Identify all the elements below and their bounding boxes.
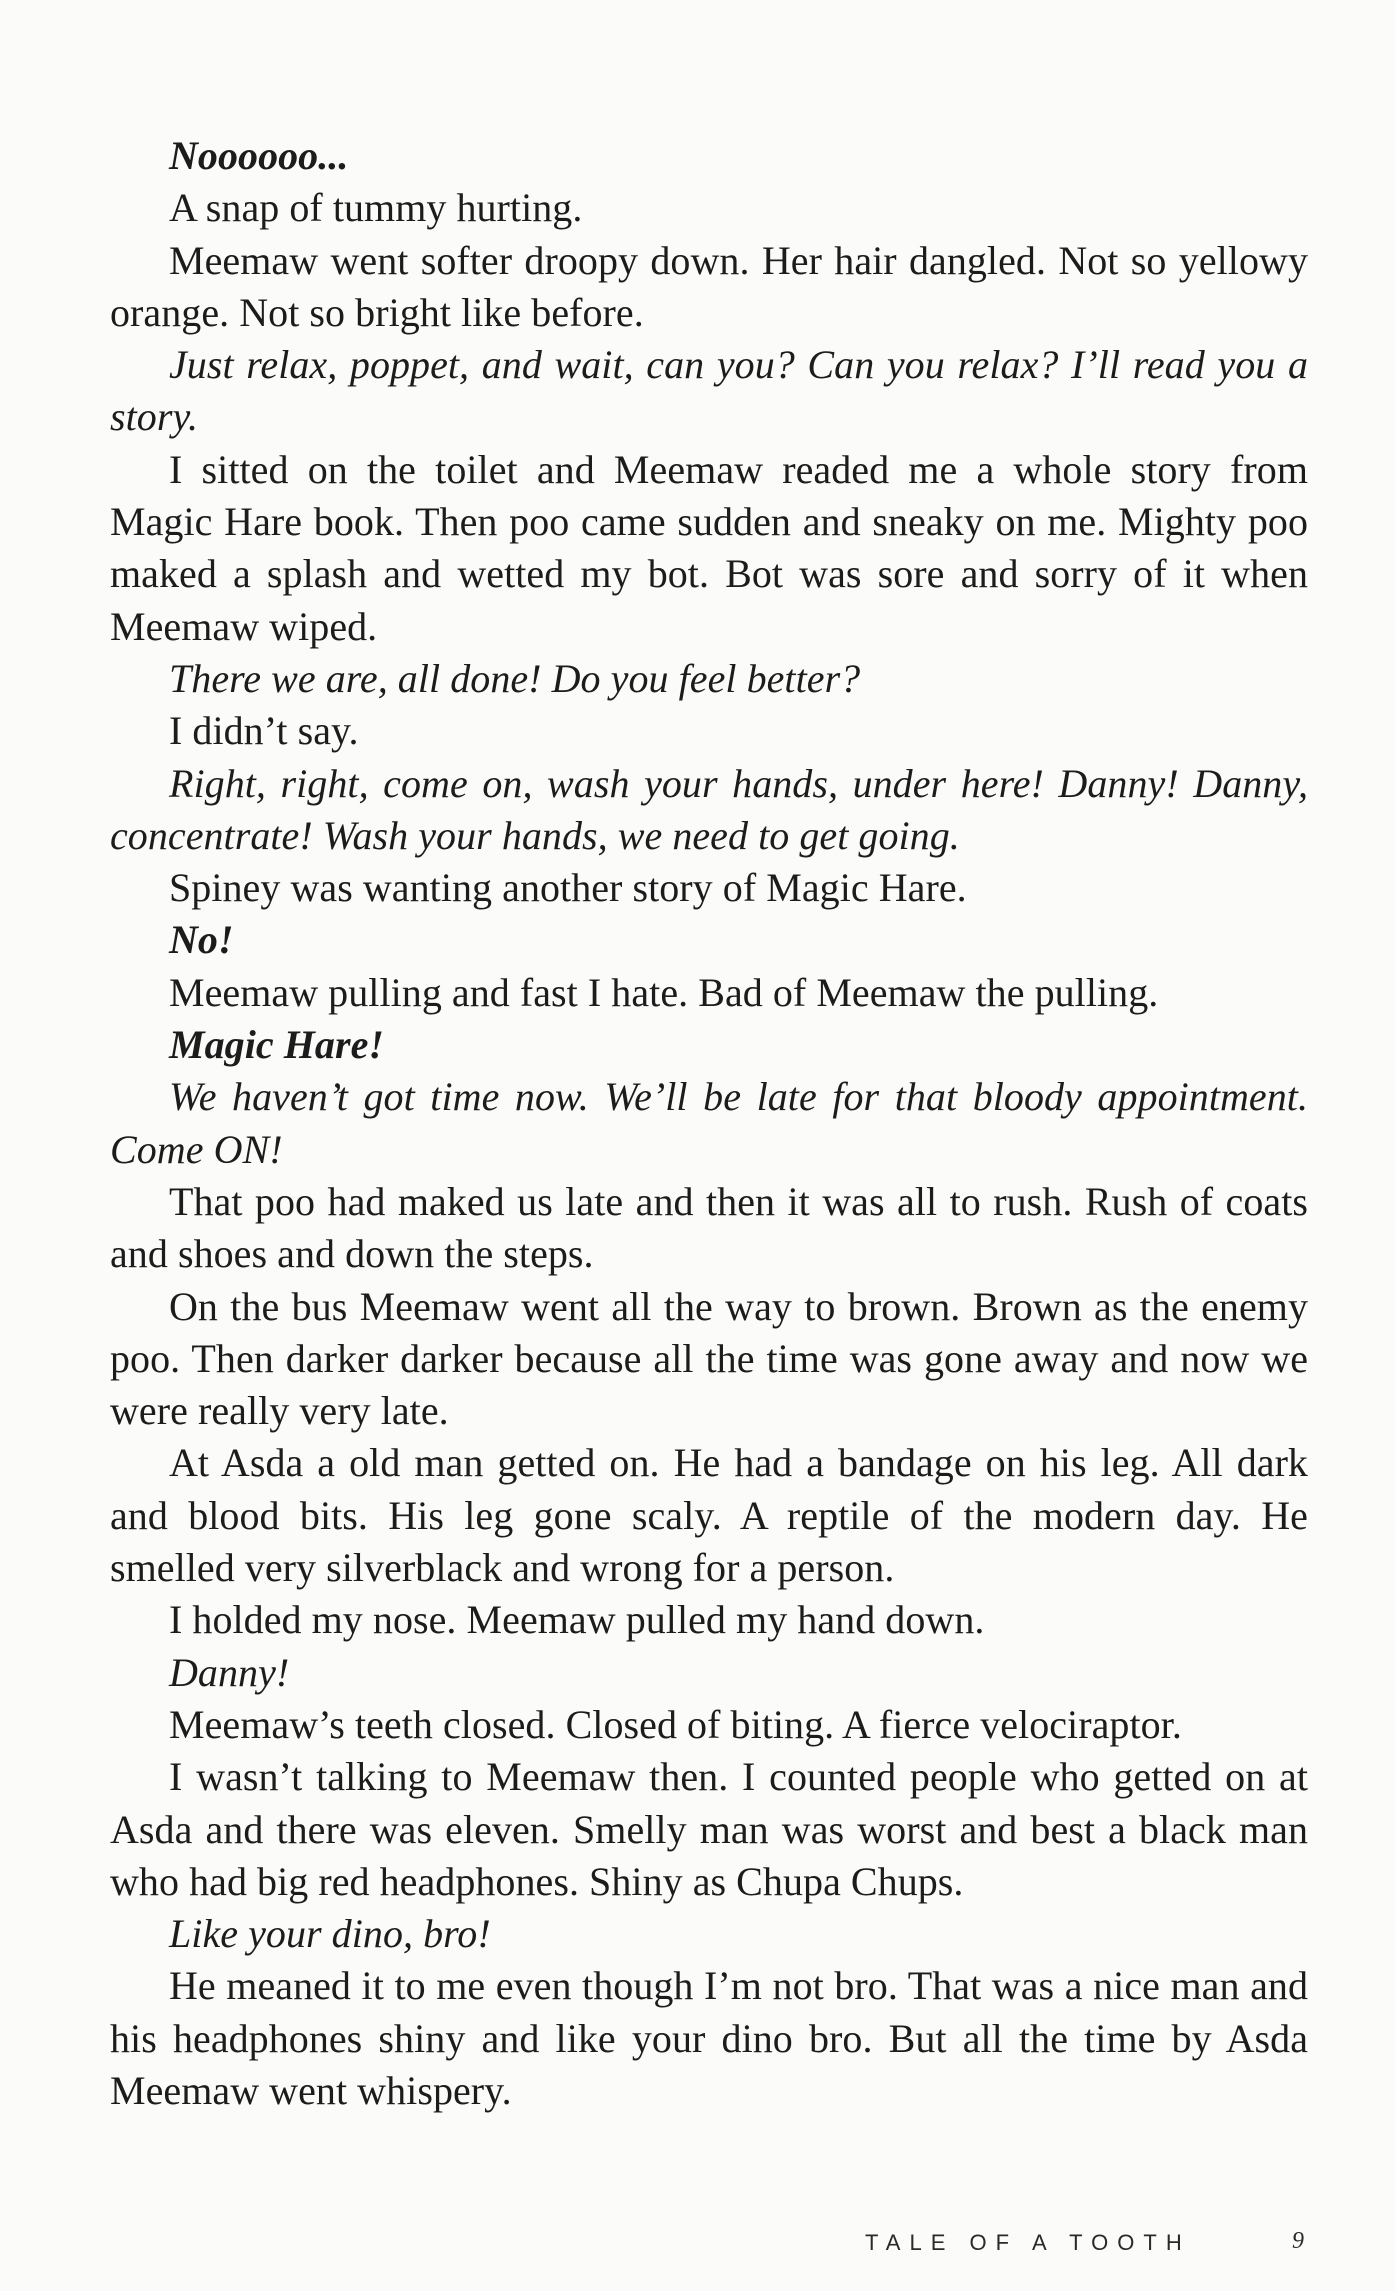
paragraph: That poo had maked us late and then it was all to rush. Rush of coats and shoes and down the steps. <box>110 1178 1308 1277</box>
paragraph: Magic Hare! <box>169 1022 384 1068</box>
paragraph: Noooooo... <box>169 133 349 178</box>
running-head: TALE OF A TOOTH <box>865 2230 1191 2255</box>
paragraph: Meemaw’s teeth closed. Closed of biting. A fierce velociraptor. <box>169 1701 1182 1747</box>
paragraph: At Asda a old man getted on. He had a bandage on his leg. All dark and blood bits. His leg gone scaly. A reptile of the modern day. He smelled very silverblack and wrong for a person. <box>110 1440 1308 1591</box>
page-footer <box>0 2230 1395 2260</box>
paragraph: I sitted on the toilet and Meemaw readed me a whole story from Magic Hare book. Then poo came sudden and sneaky on me. Mighty poo maked a splash and wetted my bot. Bot was sore and sorry of it when Meemaw wiped. <box>110 446 1308 649</box>
paragraph: A snap of tummy hurting. <box>169 185 583 231</box>
paragraph: Meemaw pulling and fast I hate. Bad of Meemaw the pulling. <box>169 969 1159 1015</box>
paragraph: No! <box>169 917 234 963</box>
paragraph: I holded my nose. Meemaw pulled my hand down. <box>169 1597 985 1643</box>
paragraph: I didn’t say. <box>169 708 359 754</box>
paragraph: Spiney was wanting another story of Magic Hare. <box>169 865 967 911</box>
paragraph: Like your dino, bro! <box>169 1911 491 1957</box>
paragraph: Right, right, come on, wash your hands, under here! Danny! Danny, concentrate! Wash your hands, we need to get going. <box>110 760 1308 858</box>
paragraph: Meemaw went softer droopy down. Her hair dangled. Not so yellowy orange. Not so bright like before. <box>110 237 1308 335</box>
paragraph: We haven’t got time now. We’ll be late for that bloody appointment. Come ON! <box>110 1074 1308 1172</box>
paragraph: There we are, all done! Do you feel better? <box>169 655 861 701</box>
paragraph: Danny! <box>169 1649 290 1695</box>
body-text <box>110 130 1308 2117</box>
paragraph: He meaned it to me even though I’m not bro. That was a nice man and his headphones shiny and like your dino bro. But all the time by Asda Meemaw went whispery. <box>110 1963 1308 2113</box>
page-number: 9 <box>1292 2228 1304 2254</box>
paragraph: Just relax, poppet, and wait, can you? Can you relax? I’ll read you a story. <box>110 342 1308 440</box>
paragraph: I wasn’t talking to Meemaw then. I counted people who getted on at Asda and there was eleven. Smelly man was worst and best a black man who had big red headphones. Shiny as Chupa Chups. <box>110 1754 1308 1904</box>
paragraph: On the bus Meemaw went all the way to brown. Brown as the enemy poo. Then darker darker because all the time was gone away and now we were really very late. <box>110 1283 1308 1434</box>
